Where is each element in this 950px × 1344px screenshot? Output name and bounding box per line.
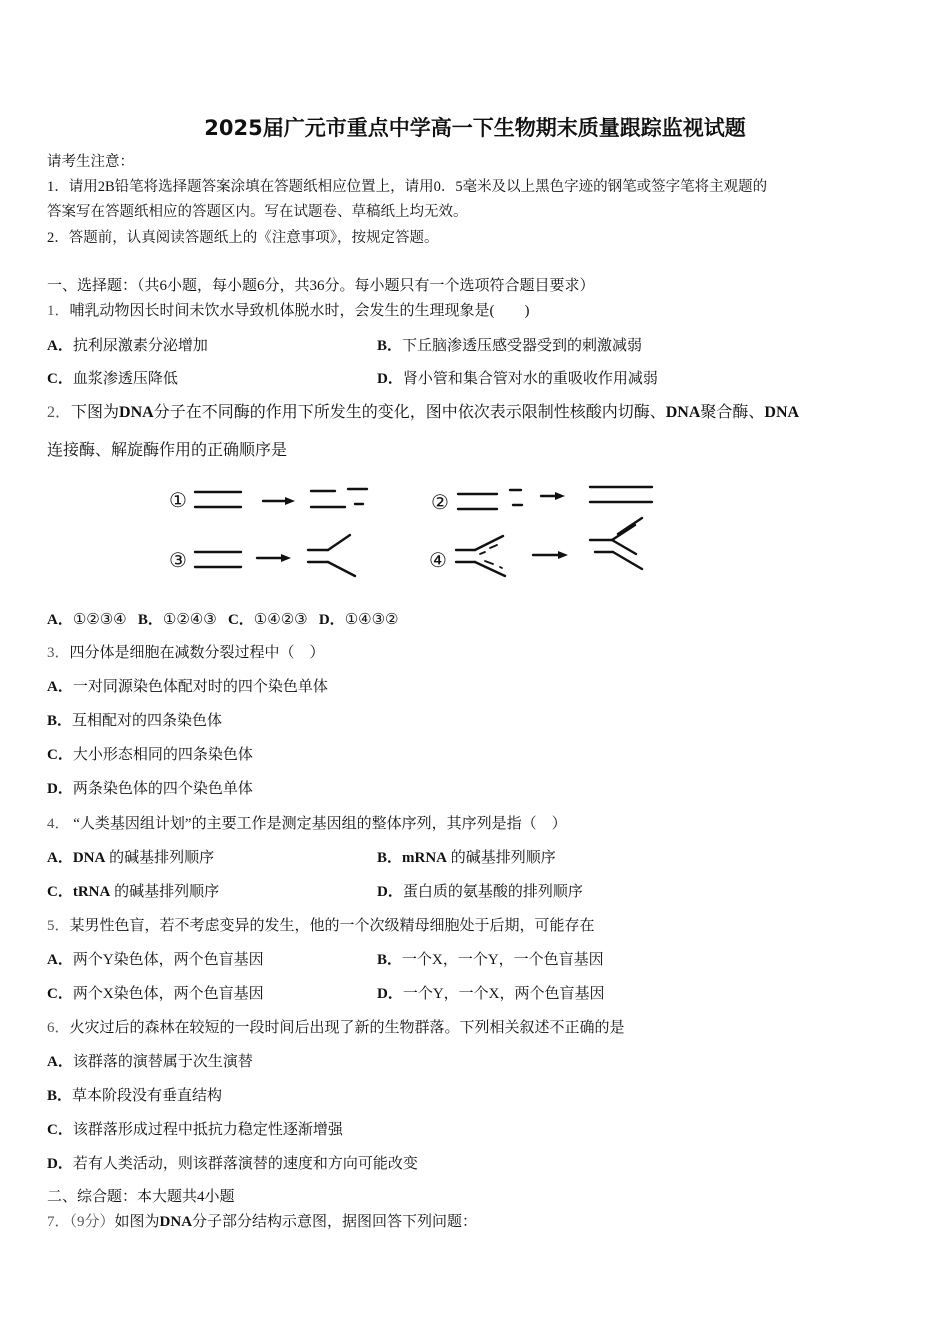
notice-item-1: 1．请用2B铅笔将选择题答案涂填在答题纸相应位置上，请用0．5毫米及以上黑色字迹的钢笔或签字笔将主观题的 xyxy=(47,179,768,195)
q5-option-c xyxy=(47,984,264,1004)
option-label: D． xyxy=(377,986,403,1002)
option-text: 蛋白质的氨基酸的排列顺序 xyxy=(402,884,583,900)
option-label: B． xyxy=(377,338,403,354)
option-text: 的碱基排列顺序 xyxy=(450,850,556,866)
option-text: 大小形态相同的四条染色体 xyxy=(72,747,253,763)
option-label: D． xyxy=(47,781,73,797)
question-number: 6． xyxy=(47,1020,70,1036)
question-2 xyxy=(47,403,799,423)
option-label: B． xyxy=(137,612,163,628)
option-label: D． xyxy=(377,884,403,900)
option-text: ①④②③ xyxy=(253,610,308,628)
option-text-bold: DNA xyxy=(72,850,106,866)
question-points: （9分） xyxy=(69,1214,115,1230)
option-label: C． xyxy=(47,747,73,763)
question-7 xyxy=(47,1212,477,1232)
option-label: C． xyxy=(227,612,254,628)
question-number: 7． xyxy=(47,1214,70,1230)
option-text: 两个X染色体，两个色盲基因 xyxy=(72,986,264,1002)
option-label: A． xyxy=(47,1054,73,1070)
option-text: 互相配对的四条染色体 xyxy=(72,713,223,729)
option-label: C． xyxy=(47,884,73,900)
q4-option-b xyxy=(377,848,556,868)
option-text: 的碱基排列顺序 xyxy=(109,850,215,866)
option-label: A． xyxy=(47,612,73,628)
question-text-bold: DNA xyxy=(159,1214,193,1230)
option-text: 肾小管和集合管对水的重吸收作用减弱 xyxy=(402,371,658,387)
option-text: 一个Y，一个X，两个色盲基因 xyxy=(402,986,605,1002)
notice-item-2: 2．答题前，认真阅读答题纸上的《注意事项》，按规定答题。 xyxy=(47,230,439,246)
question-text: 四分体是细胞在减数分裂过程中（ ） xyxy=(69,645,325,661)
q1-option-c xyxy=(47,369,178,389)
option-text: ①④③② xyxy=(344,610,399,628)
q6-option-d xyxy=(47,1154,418,1174)
question-number: 5． xyxy=(47,918,70,934)
q1-option-a xyxy=(47,336,208,356)
option-label: C． xyxy=(47,1122,73,1138)
option-label: C． xyxy=(47,986,73,1002)
question-text: 火灾过后的森林在较短的一段时间后出现了新的生物群落。下列相关叙述不正确的是 xyxy=(69,1020,625,1036)
page-title: 2025届广元市重点中学高一下生物期末质量跟踪监视试题 xyxy=(204,116,746,140)
question-text: 下图为 xyxy=(71,404,120,421)
option-text: 若有人类活动，则该群落演替的速度和方向可能改变 xyxy=(72,1156,418,1172)
question-text-bold: DNA xyxy=(665,404,701,421)
q4-option-d xyxy=(377,882,583,902)
option-text: 一个X，一个Y，一个色盲基因 xyxy=(402,952,604,968)
option-text: 抗利尿激素分泌增加 xyxy=(72,338,208,354)
option-text: 的碱基排列顺序 xyxy=(114,884,220,900)
option-text: 该群落形成过程中抵抗力稳定性逐渐增强 xyxy=(72,1122,343,1138)
q3-option-d xyxy=(47,779,253,799)
question-text: “人类基因组计划”的主要工作是测定基因组的整体序列，其序列是指（ ） xyxy=(73,816,567,832)
question-3 xyxy=(47,643,325,663)
question-text: 分子部分结构示意图，据图回答下列问题： xyxy=(192,1214,478,1230)
option-label: D． xyxy=(47,1156,73,1172)
question-text: 如图为 xyxy=(114,1214,160,1230)
question-text: 哺乳动物因长时间未饮水导致机体脱水时，会发生的生理现象是( ) xyxy=(69,303,530,319)
q3-option-b xyxy=(47,711,222,731)
option-label: B． xyxy=(377,850,403,866)
panel-label-1: ① xyxy=(169,488,187,512)
question-number: 1． xyxy=(47,303,70,319)
q1-option-d xyxy=(377,369,658,389)
option-label: B． xyxy=(47,1088,73,1104)
option-label: A． xyxy=(47,952,73,968)
q4-option-a xyxy=(47,848,214,868)
dna-enzyme-figure xyxy=(45,472,695,582)
q6-option-b xyxy=(47,1086,222,1106)
question-text: 分子在不同酶的作用下所发生的变化，图中依次表示限制性核酸内切酶、 xyxy=(153,404,666,421)
option-text: 血浆渗透压降低 xyxy=(72,371,178,387)
question-number: 3． xyxy=(47,645,70,661)
q1-option-b xyxy=(377,336,642,356)
option-text: 一对同源染色体配对时的四个染色单体 xyxy=(72,679,328,695)
option-text: 草本阶段没有垂直结构 xyxy=(72,1088,223,1104)
question-text: 某男性色盲，若不考虑变异的发生，他的一个次级精母细胞处于后期，可能存在 xyxy=(69,918,595,934)
dna-diagram-icon xyxy=(45,472,695,582)
question-text-bold: DNA xyxy=(764,404,800,421)
notice-heading: 请考生注意： xyxy=(47,154,134,170)
option-label: A． xyxy=(47,679,73,695)
q6-option-c xyxy=(47,1120,343,1140)
option-label: C． xyxy=(47,371,73,387)
option-text: 两条染色体的四个染色单体 xyxy=(72,781,253,797)
option-label: D． xyxy=(377,371,403,387)
q5-option-a xyxy=(47,950,264,970)
question-number: 4． xyxy=(47,816,70,832)
question-text-bold: DNA xyxy=(119,404,154,421)
q3-option-a xyxy=(47,677,328,697)
panel-label-3: ③ xyxy=(169,548,187,572)
question-4 xyxy=(47,814,567,834)
option-label: B． xyxy=(47,713,73,729)
question-number: 2． xyxy=(47,404,72,421)
option-text: 该群落的演替属于次生演替 xyxy=(72,1054,253,1070)
q5-option-d xyxy=(377,984,605,1004)
q2-options xyxy=(47,609,398,630)
question-1 xyxy=(47,301,530,321)
question-2-cont: 连接酶、解旋酶作用的正确顺序是 xyxy=(47,442,288,459)
question-text: 聚合酶、 xyxy=(700,404,765,421)
section1-heading: 一、选择题：（共6小题，每小题6分，共36分。每小题只有一个选项符合题目要求） xyxy=(47,278,595,294)
question-5 xyxy=(47,916,595,936)
section2-heading: 二、综合题：本大题共4小题 xyxy=(47,1189,235,1205)
option-text: ①②③④ xyxy=(72,610,127,628)
option-text: ①②④③ xyxy=(162,610,217,628)
q3-option-c xyxy=(47,745,253,765)
q6-option-a xyxy=(47,1052,253,1072)
option-label: A． xyxy=(47,338,73,354)
option-text: 下丘脑渗透压感受器受到的刺激减弱 xyxy=(402,338,643,354)
notice-item-1-cont: 答案写在答题纸相应的答题区内。写在试题卷、草稿纸上均无效。 xyxy=(47,204,468,220)
option-label: D． xyxy=(318,612,345,628)
option-text: 两个Y染色体，两个色盲基因 xyxy=(72,952,264,968)
option-text-bold: tRNA xyxy=(72,884,111,900)
panel-label-2: ② xyxy=(431,490,449,514)
q4-option-c xyxy=(47,882,219,902)
question-6 xyxy=(47,1018,625,1038)
q5-option-b xyxy=(377,950,604,970)
option-text-bold: mRNA xyxy=(402,850,448,866)
panel-label-4: ④ xyxy=(429,548,447,572)
option-label: B． xyxy=(377,952,403,968)
option-label: A． xyxy=(47,850,73,866)
